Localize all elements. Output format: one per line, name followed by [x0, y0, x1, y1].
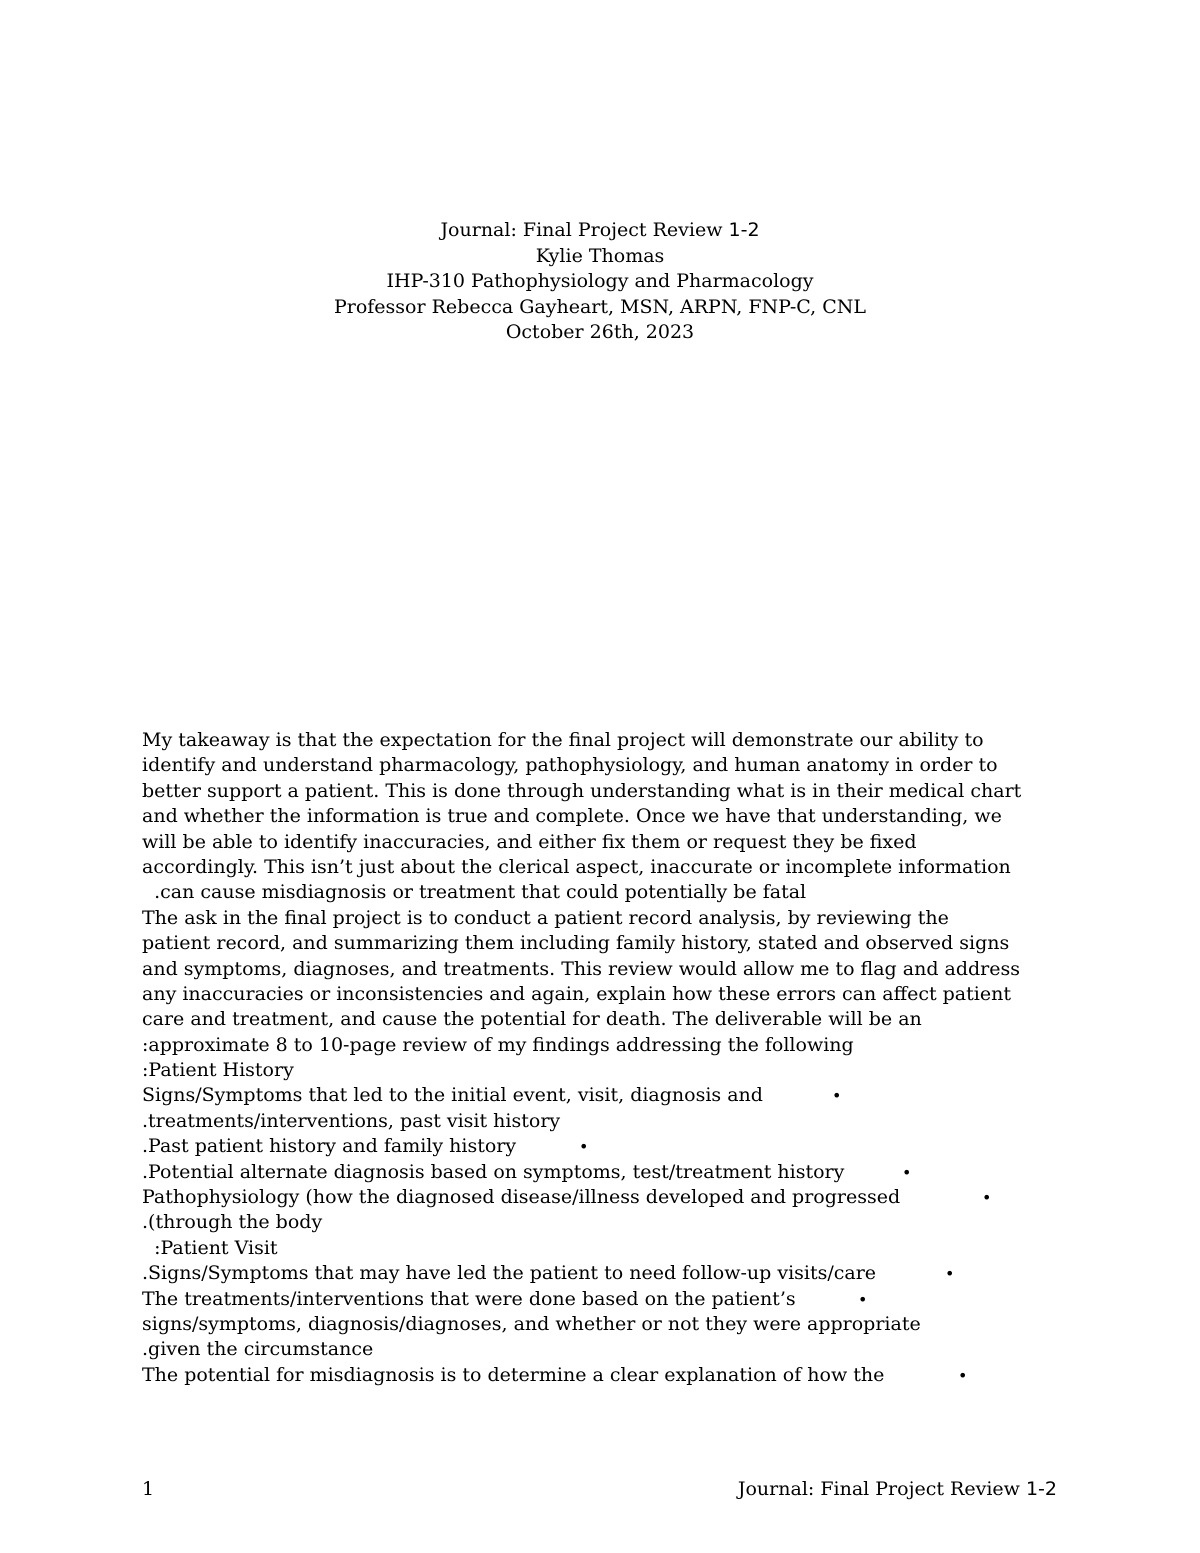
body-line: any inaccuracies or inconsistencies and again, explain how these errors can affect patient — [142, 982, 1011, 1005]
document-title-number: 1-2 — [728, 219, 760, 241]
running-title — [738, 1478, 1057, 1500]
page-number: 1 — [142, 1478, 155, 1500]
body-line: .can cause misdiagnosis or treatment that could potentially be fatal — [142, 881, 807, 904]
body-line: :approximate 8 to 10-page review of my findings addressing the following — [142, 1033, 854, 1056]
body-text — [142, 728, 1072, 1388]
bullet-line — [142, 1185, 1072, 1210]
bullet-line-text: The treatments/interventions that were done based on the patient’s — [142, 1287, 796, 1310]
bullet-icon: • — [945, 1264, 955, 1284]
bullet-line-text: Signs/Symptoms that led to the initial event, visit, diagnosis and — [142, 1084, 763, 1107]
bullet-line — [142, 1210, 1072, 1235]
bullet-icon: • — [902, 1162, 912, 1182]
bullet-line-text: .Potential alternate diagnosis based on symptoms, test/treatment history — [142, 1160, 845, 1183]
bullet-line-text: The potential for misdiagnosis is to determine a clear explanation of how the — [142, 1363, 885, 1386]
page-footer — [142, 1478, 1057, 1500]
body-line: patient record, and summarizing them including family history, stated and observed signs — [142, 932, 1010, 955]
bullet-icon: • — [858, 1289, 868, 1309]
bullet-line — [142, 1134, 1072, 1159]
bullet-line — [142, 1261, 1072, 1286]
bullet-line-text: :Patient Visit — [142, 1236, 278, 1259]
body-line: accordingly. This isn’t just about the clerical aspect, inaccurate or incomplete information — [142, 855, 1011, 878]
bullet-line — [142, 1312, 1072, 1337]
bullet-line-text: .treatments/interventions, past visit history — [142, 1109, 561, 1132]
professor-name: Professor Rebecca Gayheart, MSN, ARPN, FNP-C, CNL — [333, 295, 867, 318]
author-name: Kylie Thomas — [535, 244, 665, 267]
running-title-number: 1-2 — [1025, 1478, 1057, 1500]
body-line: My takeaway is that the expectation for the final project will demonstrate our ability to — [142, 729, 984, 751]
bullet-icon: • — [958, 1365, 968, 1385]
bullet-line-text: .given the circumstance — [142, 1338, 374, 1361]
bullet-line-text: .Past patient history and family history — [142, 1135, 517, 1158]
bullet-icon: • — [832, 1086, 842, 1106]
document-title — [0, 218, 1200, 244]
body-line: The ask in the final project is to conduct a patient record analysis, by reviewing the — [142, 906, 949, 929]
bullet-line-text: signs/symptoms, diagnosis/diagnoses, and whether or not they were appropriate — [142, 1312, 921, 1335]
body-line: better support a patient. This is done through understanding what is in their medical chart — [142, 779, 1022, 802]
body-line: and symptoms, diagnoses, and treatments. This review would allow me to flag and address — [142, 957, 1020, 980]
bullet-line — [142, 1109, 1072, 1134]
bullet-line-text: Pathophysiology (how the diagnosed disease/illness developed and progressed — [142, 1186, 901, 1209]
section-heading-patient-history: :Patient History — [142, 1059, 294, 1082]
bullet-line — [142, 1236, 1072, 1261]
document-date: October 26th, 2023 — [505, 321, 695, 343]
bullet-icon: • — [982, 1188, 992, 1208]
body-line: and whether the information is true and complete. Once we have that understanding, we — [142, 805, 1002, 828]
bullet-line — [142, 1337, 1072, 1362]
bullet-icon: • — [579, 1137, 589, 1157]
body-line: will be able to identify inaccuracies, and either fix them or request they be fixed — [142, 830, 917, 853]
bullet-line-text: .(through the body — [142, 1211, 323, 1234]
bullet-line — [142, 1160, 1072, 1185]
bullet-line — [142, 1287, 1072, 1312]
bullet-list — [142, 1083, 1072, 1388]
running-title-text: Journal: Final Project Review — [737, 1478, 1020, 1500]
body-line: care and treatment, and cause the potential for death. The deliverable will be an — [142, 1008, 922, 1031]
title-block — [0, 218, 1200, 346]
bullet-line — [142, 1083, 1072, 1108]
bullet-line-text: .Signs/Symptoms that may have led the patient to need follow-up visits/care — [142, 1262, 877, 1285]
bullet-line — [142, 1363, 1072, 1388]
document-title-text: Journal: Final Project Review — [440, 219, 723, 241]
course-name: IHP-310 Pathophysiology and Pharmacology — [386, 270, 814, 292]
body-line: identify and understand pharmacology, pathophysiology, and human anatomy in order to — [142, 754, 998, 777]
